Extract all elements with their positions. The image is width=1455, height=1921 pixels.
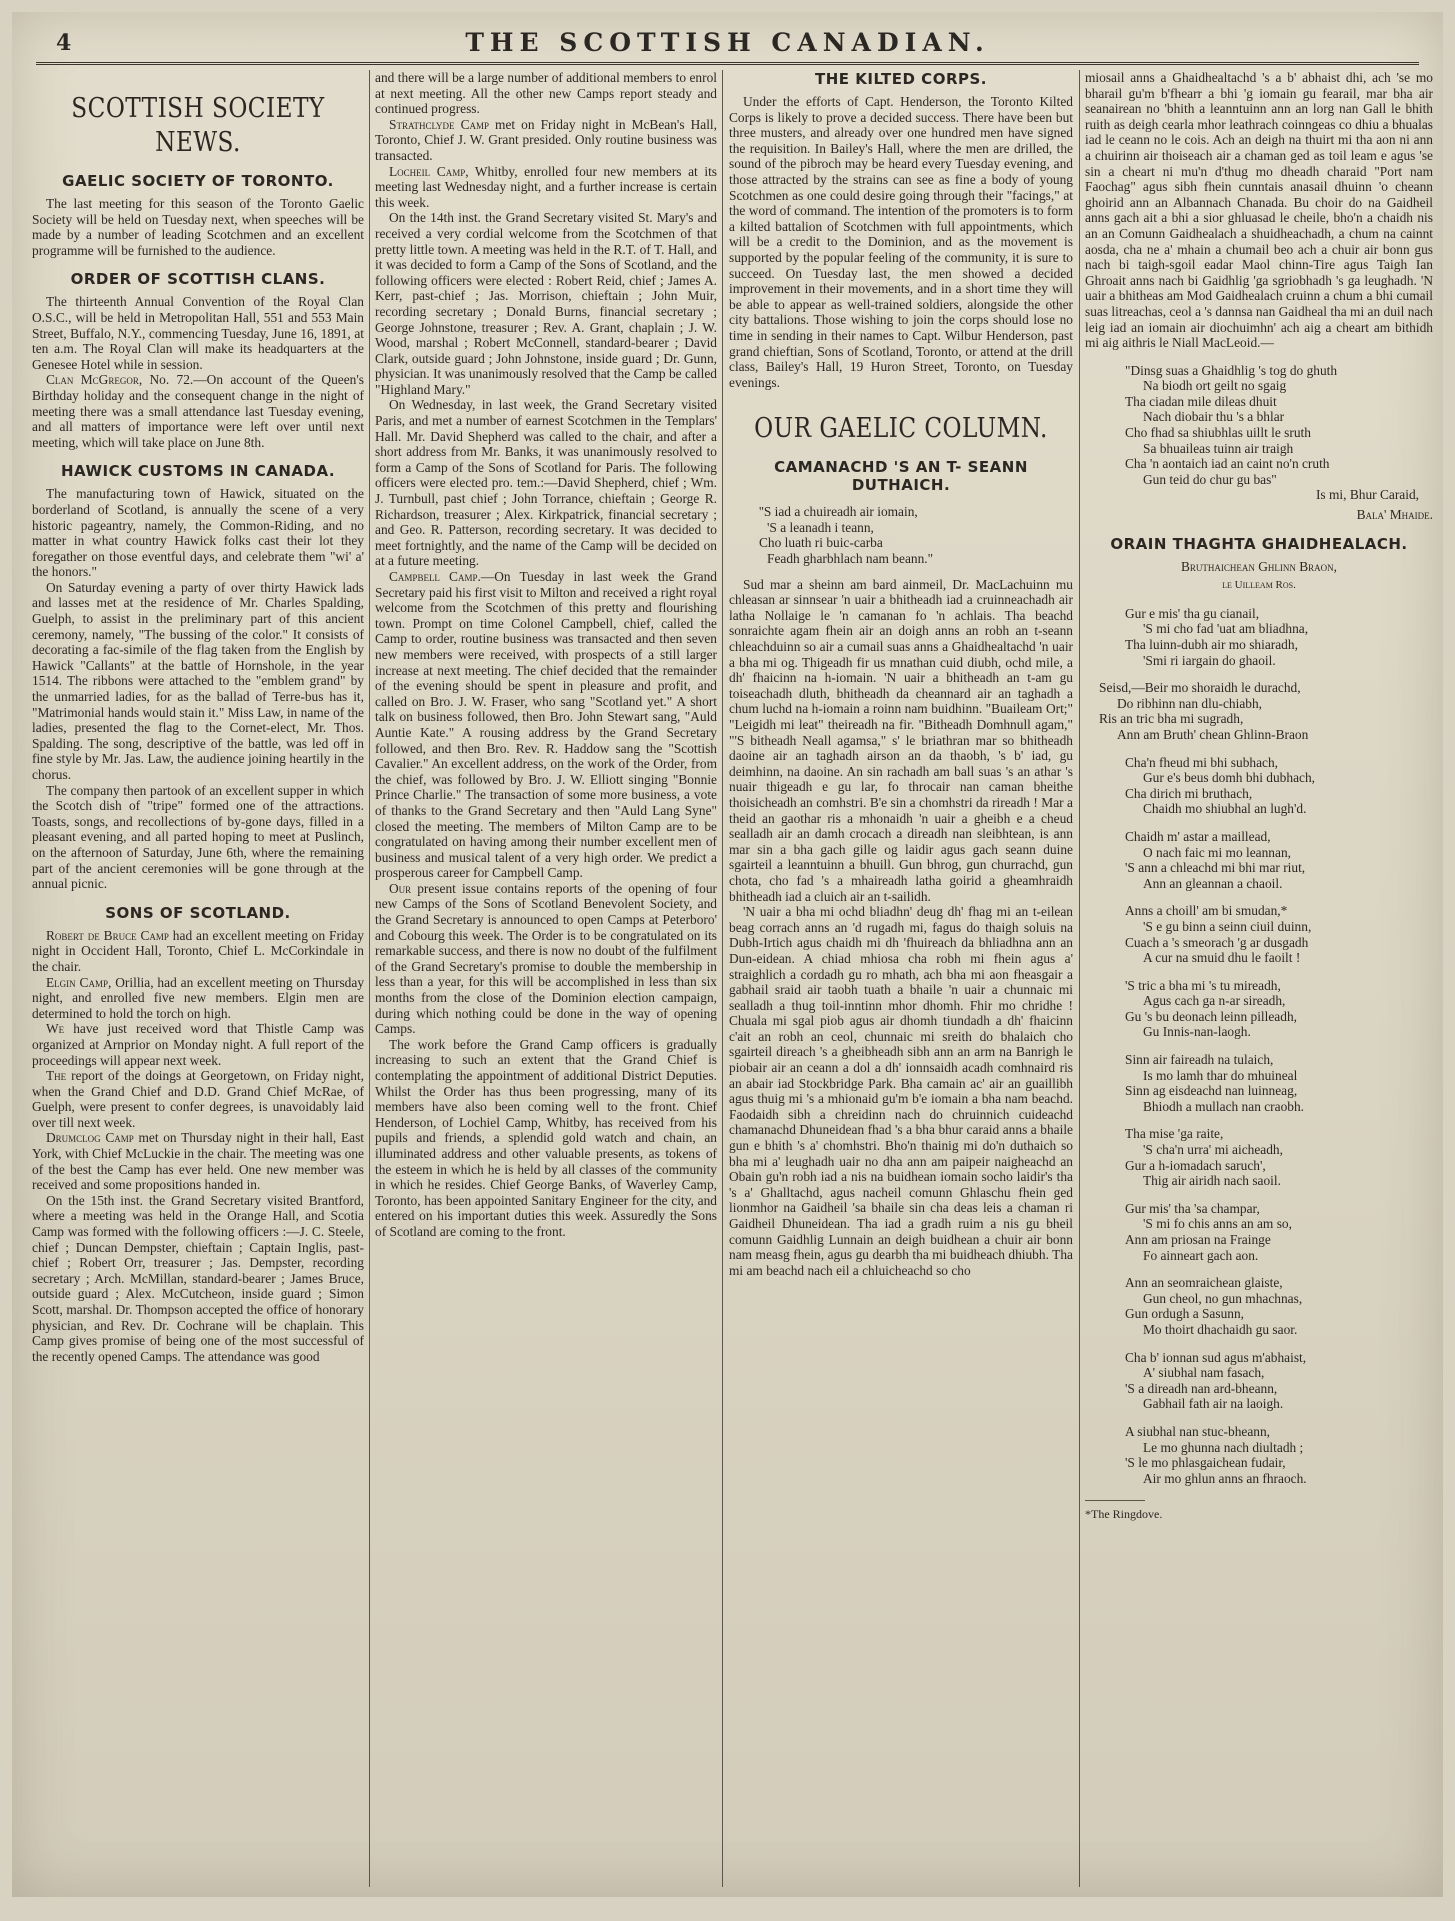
verse-line: Gur a h-iomadach saruch', xyxy=(1125,1157,1266,1173)
verse-line: Anns a choill' am bi smudan,* xyxy=(1125,903,1288,919)
paragraph-text: —On Tuesday in last week the Grand Secretary paid his first visit to Milton and received a right royal welcome from the Scotchmen of this pretty and flourishing town. Prompt on time Colonel Campbell, chief, called the Camp to order, routine business was transacted and then seven new members were received, with prospects of a still larger increase at next meeting. The chief decided that the remainder of the evening should be spent in pleasure and profit, and called on Bro. J. W. Fraser, who sang "Scotland yet." A short talk on business followed, then Bro. John Stewart sang, "Auld Auntie Kate." A rousing address by the Grand Secretary followed, and then Bro. Rev. R. Haddow sang the "Scottish Cavalier." An excellent address, on the work of the Order, from the chief, was followed by Bro. J. W. Elliott singing "Bonnie Prince Charlie." The transaction of some more business, a vote of thanks to the Grand Secretary and then "Auld Lang Syne" closed the meeting. The members of Milton Camp are to be congratulated on having among their number excellent men of business and musical talent of a very high order. We predict a prosperous career for Campbell Camp. xyxy=(375,569,717,881)
verse-line: Gu 's bu deonach leinn pilleadh, xyxy=(1125,1008,1297,1024)
paragraph-text: report of the doings at Georgetown, on Friday night, when the Grand Chief and D.D. Grand Chief McRae, of Guelph, were present to confer degrees, is unavoidably laid over till next week. xyxy=(32,1068,364,1130)
verse-line: Tha mise 'ga raite, xyxy=(1125,1126,1224,1142)
verse-line: Sinn ag eisdeachd nan luinneag, xyxy=(1125,1083,1298,1099)
paragraph: The manufacturing town of Hawick, situated on the borderland of Scotland, is annually the scene of a very historic pageantry, namely, the Common-Riding, and no matter in what country Hawick folks cast their lot they foregather on those eventful days, and celebrate them "wi' a' the honors." xyxy=(32,486,364,580)
verse-line: Ann an gleannan a chaoil. xyxy=(1143,875,1283,891)
paragraph: The last meeting for this season of the Toronto Gaelic Society will be held on Tuesday next, when speeches will be made by a number of leading Scotchmen and an excellent programme will be furnished to the audience. xyxy=(32,196,364,258)
poem-stanza xyxy=(1125,1126,1433,1188)
paragraph: and there will be a large number of additional members to enrol at next meeting. All the other new Camps report steady and continued progress. xyxy=(375,70,717,117)
article-heading: THE KILTED CORPS. xyxy=(815,70,987,88)
newspaper-title: THE SCOTTISH CANADIAN. xyxy=(465,28,990,57)
verse-line: 'S ann a chleachd mi bhi mar riut, xyxy=(1125,860,1306,876)
signoff: Is mi, Bhur Caraid, xyxy=(1315,487,1419,503)
verse-line: Ann an seomraichean glaiste, xyxy=(1125,1275,1283,1291)
column-1 xyxy=(32,70,364,1887)
paragraph-text: Whitby, enrolled four new members at its meeting last Wednesday night, and a further increase is certain this week. xyxy=(375,163,717,210)
paragraph xyxy=(375,164,717,211)
article-heading: ORAIN THAGHTA GHAIDHEALACH. xyxy=(1110,534,1408,553)
verse-line: 'Smi ri iargain do ghaoil. xyxy=(1143,652,1276,668)
verse-line: Fo ainneart gach aon. xyxy=(1143,1247,1259,1263)
verse-line: Cho fhad sa shiubhlas uillt le sruth xyxy=(1125,425,1311,441)
newspaper-page xyxy=(12,12,1443,1897)
verse xyxy=(729,504,1073,566)
verse-line: Sinn air faireadh na tulaich, xyxy=(1125,1052,1274,1068)
paragraph xyxy=(32,1130,364,1192)
verse-line: Gur e mis' tha gu cianail, xyxy=(1125,605,1260,621)
paragraph xyxy=(32,372,364,450)
verse-line: Is mo lamh thar do mhuineal xyxy=(1143,1067,1298,1083)
poem-stanza xyxy=(1125,978,1433,1040)
verse-line: Air mo ghlun anns an fhraoch. xyxy=(1143,1470,1307,1486)
paragraph xyxy=(375,117,717,164)
verse-line: Gun cheol, no gun mhachnas, xyxy=(1143,1290,1303,1306)
paragraph-text: met on Friday night in McBean's Hall, Toronto, Chief J. W. Grant presided. Only routine business was transacted. xyxy=(375,116,717,163)
section-title: OUR GAELIC COLUMN. xyxy=(754,413,1048,445)
verse-line: Gun teid do chur gu bas" xyxy=(1143,471,1277,487)
lead-in: We xyxy=(46,1021,65,1037)
section-title: SCOTTISH SOCIETY NEWS. xyxy=(71,93,325,158)
verse-line: Bhiodh a mullach nan craobh. xyxy=(1143,1098,1305,1114)
lead-in: Campbell Camp. xyxy=(389,569,481,584)
verse-line: Ann am Bruth' chean Ghlinn-Braon xyxy=(1117,726,1309,742)
verse-line: Do ribhinn nan dlu-chiabh, xyxy=(1117,695,1263,711)
article-heading: SONS OF SCOTLAND. xyxy=(105,903,291,922)
verse-line: Gu Innis-nan-laogh. xyxy=(1143,1024,1251,1040)
poem-stanza xyxy=(1099,680,1433,742)
verse-line: 'S a direadh nan ard-bheann, xyxy=(1125,1380,1278,1396)
paragraph-text: present issue contains reports of the opening of four new Camps of the Sons of Scotland Benevolent Society, and the Grand Secretary is announced to open Camps at Peterboro' and Cobourg this week. The Order is to be congratulated on its remarkable success, and there is now no doubt of the fulfilment of the Grand Secretary's promise to double the membership in less than a year, for this will be accomplished in less than six months from the close of the Dominion election campaign, during which nothing could be done in the way of opening Camps. xyxy=(375,880,717,1037)
verse-line: Chaidh m' astar a maillead, xyxy=(1125,828,1271,844)
paragraph: The thirteenth Annual Convention of the Royal Clan O.S.C., will be held in Metropolitan Hall, 551 and 553 Main Street, Buffalo, N.Y., commencing Tuesday, June 16, 1891, at ten a.m. The Royal Clan will make its headquarters at the Genesee Hotel while in session. xyxy=(32,294,364,372)
paragraph xyxy=(32,928,364,975)
column-4 xyxy=(1085,70,1433,1887)
article-heading: CAMANACHD 'S AN T- SEANN DUTHAICH. xyxy=(774,458,1028,495)
page-number: 4 xyxy=(56,30,72,56)
verse-line: 'S tric a bha mi 's tu mireadh, xyxy=(1125,977,1281,993)
verse-line: Thig air airidh nach saoil. xyxy=(1143,1173,1281,1189)
verse-line: Gur e's beus domh bhi dubhach, xyxy=(1143,770,1315,786)
paragraph-text: Orillia, had an excellent meeting on Thursday night, and enrolled five new members. Elgin men are determined to hold the torch on high. xyxy=(32,974,364,1021)
paragraph: The company then partook of an excellent supper in which the Scotch dish of "tripe" formed one of the attractions. Toasts, songs, and recollections of by-gone days, filled in a pleasant evening, and all parted hoping to meet at Puslinch, on the afternoon of Saturday, June 6th, where the remaining part of the ancient ceremonies will be gone through at the annual picnic. xyxy=(32,782,364,892)
verse-line: 'S mi fo chis anns an am so, xyxy=(1143,1216,1292,1232)
verse-line: Feadh gharbhlach nam beann." xyxy=(767,551,934,567)
paragraph: On Wednesday, in last week, the Grand Secretary visited Paris, and met a number of earnest Scotchmen in the Templars' Hall. Mr. David Shepherd was called to the chair, and after a short address from Mr. Banks, it was unanimously resolved to form a Camp of the Sons of Scotland for Paris. The following officers were elected pro. tem.:—David Shepherd, chief ; Wm. J. Turnbull, past chief ; John Torrance, chieftain ; George R. Richardson, treasurer ; Alex. Kirkpatrick, financial secretary ; and Geo. R. Patterson, recording secretary. It was decided to meet fortnightly, and the name of the Camp will be decided on at a future meeting. xyxy=(375,397,717,569)
poem-stanza xyxy=(1125,1424,1433,1486)
paragraph: Sud mar a sheinn am bard ainmeil, Dr. MacLachuinn mu chleasan ar sinnsear 'n uair a bhitheadh iad a cruinneachadh air latha Nollaige le 'n camanan fo 'n achlais. Tha beachd sonraichte agam fhein air an doigh anns an robh an t-seann chleachduinn so air a cumail suas anns a Ghaidhealtachd 'n uair a bha mi og. Thigeadh fir us mnathan cuid diubh, ochd mile, a dh' fhaicinn na h-iomain. 'N uair a bhitheadh an t-am gu toiseachadh dluth, bhitheadh da cheannard air an taghadh a chum luchd na h-iomain a roinn nam buidhinn. "Buaileam Ort;" "Leigidh mi leat" theireadh na fir. "Bitheadh Domhnull agam," "'S bitheadh Neall agamsa," s' le briathran mar so bhitheadh daoine air an taghadh airson an da thaobh, 's b' iad, gu deimhinn, na daoine. An sin rachadh am ball suas 's an athar 's nuair thigeadh e gu lar, fo throcair nan caman bheithe thoisicheadh an comhstri. B'e sin a chomhstri da rireadh ! Mar a theid an gaothar ris a mhonaidh 'n uair a gheibh e a cheud sealladh air an damh crocach a direadh nan sleibhtean, is ann mar sin a bha gach gille og laidir agus gach seann duine sgairteil a leanntuinn a bhuill. Gun bhrog, gun churrachd, gun chota, cho fad 's a mhaireadh latha goirid a gheamhraidh bhitheadh iad a cluich air an t-sailidh. xyxy=(729,576,1073,904)
paragraph: miosail anns a Ghaidhealtachd 's a b' abhaist dhi, ach 'se mo bharail gu'm b'fhearr a bhi 'g iomain gu fearail, mar bha air seanairean no 'bhith a leanntuinn ann an lorg nan Gall le bhith ruith as deigh cearla mhor leathrach coinngeas co dhiu a bhualas iad le ceann no le cois. Ach an deigh na thuirt mi tha aon ni ann a chuirinn air thoiseach air a chaman ged as toil leam e agus 'se sin a cheart ni mu'n d'thug mo dheadh charaid "Port nam Faochag" agus sibh fhein cunntais anasail dhuinn 'o cheann ghoirid ann an Albannach Chanada. Bu choir do na Gaidheil anns gach ait a bhi a sior ghluasad le cheile, bho'n a chaidh nis an an Comunn Gaidhealach a shuidheachadh, a chum na cainnt aosda, cha ne a' mhain a chumail beo ach a chuir air bonn gus nach bi taigh-sgoil eadar Maol chinn-Tire agus Taigh Ian Ghroait anns nach bi Gaidhlig 'ga sgriobhadh 's ga leughadh. 'N uair a bhitheas am Mod Gaidhealach cruinn a chum a bhi cumail suas litreachas, ceol a 's dannsa nan Gaidheal tha mi an duil nach leig iad an iomain air diochuimhn' ach aig a cheart am bithidh mi aig aithris le Niall MacLeoid.— xyxy=(1085,70,1433,351)
poem-author: le Uilleam Ros. xyxy=(1222,579,1296,592)
paragraph-text: No. 72.—On account of the Queen's Birthday holiday and the consequent change in the night of meeting there was a small attendance last Tuesday evening, and all matters of importance were left over until next meeting, which will take place on June 8th. xyxy=(32,372,364,450)
lead-in: Drumclog Camp xyxy=(46,1130,134,1146)
verse-line: 'S le mo phlasgaichean fudair, xyxy=(1125,1455,1286,1471)
poem-stanza xyxy=(1125,903,1433,965)
column-rule xyxy=(1079,70,1080,1887)
poem-stanza xyxy=(1125,1201,1433,1263)
verse-line: Sa bhuaileas tuinn air traigh xyxy=(1143,440,1294,456)
verse-line: Gabhail fath air na laoigh. xyxy=(1143,1396,1284,1412)
verse-line: "Dinsg suas a Ghaidhlig 's tog do ghuth xyxy=(1125,362,1338,378)
verse-line: Gur mis' tha 'sa champar, xyxy=(1125,1200,1260,1216)
paragraph: 'N uair a bha mi ochd bliadhn' deug dh' fhag mi an t-eilean beag corrach anns an 'd rugadh mi, fagus do thaigh soluis na Dubh-Irtich agus chaidh mi dh 'fhuireach da bhliadhna ann an Dun-eidean. A chiad mhiosa cha robh mi fhein agus a' straighlich a cordadh gu ro mhath, ach bha mi aon fheasgair a gabhail sraid air taobh tuath a bhaile 'n uair a chunnaic mi sealladh a thug toil-inntinn mhor dhomh. Fhir mo chridhe ! Chuala mi sgal piob agus air dhomh tiundadh a dh' fhaicinn c'ait an robh an ceol, chunnaic mi sreith do bhalaich cho sgairteil direach 's a gheibheadh sibh ann an arm na Banrigh le piobair air an ceann a dol a dh' ionnsaidh acadh comhnaird ris an abair iad Stockbridge Park. Bha camain ac' air an guaillibh agus thuig mi 's a mhionaid gu'm b'e iomain a bha nam beachd. Faodaidh sibh a chreidinn nach do chruinnich cuideachd chamanachd Dhuneidean fhad 's a bha bhur caraid anns a bhaile gun e bhith 's a' chomhstri. Bho'n thainig mi do'n duthaich so bha mi a' leughadh uair no dha ann am paipeir naigheachd an Obain gu'n robh iad a nis na buidhean iomain socho laidir's tha 's a' Ghalltachd, agus nacheil comunn Ghlaschu fhein ged lionmhor na Gaidheil 'sa bhaile sin cha deas leis a chaman ri Gaidheil Dhuneidean. Tha iad a gradh ruim a nis gu bheil comunn Gaidhlig Lunnain an deigh buidhean a chuir air bonn nam measg fhein, agus gu dearbh tha mi buidheach dhiubh. Tha mi am beachd nach eil a chluicheachd so cho xyxy=(729,904,1073,1278)
paragraph xyxy=(375,881,717,1037)
column-rule xyxy=(722,70,723,1887)
verse-line: Cha dirich mi bruthach, xyxy=(1125,785,1253,801)
paragraph-text: met on Thursday night in their hall, East York, with Chief McLuckie in the chair. The meeting was one of the best the Camp has ever held. One new member was received and some propositions handed in. xyxy=(32,1130,364,1193)
verse-line: Seisd,—Beir mo shoraidh le durachd, xyxy=(1099,680,1301,696)
verse-line: Nach diobair thu 's a bhlar xyxy=(1143,409,1285,425)
verse-line: ''S iad a chuireadh air iomain, xyxy=(759,504,918,520)
poem-stanza xyxy=(1125,363,1433,488)
verse-line: Cuach a 's smeorach 'g ar dusgadh xyxy=(1125,934,1309,950)
poem-stanza xyxy=(1125,606,1433,668)
verse-line: O nach faic mi mo leannan, xyxy=(1143,844,1291,860)
footnote: *The Ringdove. xyxy=(1085,1500,1145,1523)
verse-line: 'S cha'n urra' mi aicheadh, xyxy=(1143,1142,1283,1158)
paragraph-text: had an excellent meeting on Friday night in Occident Hall, Toronto, Chief L. McCorkindale in the chair. xyxy=(32,927,364,974)
paragraph xyxy=(32,1068,364,1130)
article-heading: GAELIC SOCIETY OF TORONTO. xyxy=(62,172,334,190)
verse-line: A siubhal nan stuc-bheann, xyxy=(1125,1423,1271,1439)
paragraph xyxy=(32,1021,364,1068)
paragraph: The work before the Grand Camp officers is gradually increasing to such an extent that the Grand Chief is contemplating the appointment of additional District Deputies. Whilst the Order has thus been progressing, many of its members have also been coming well to the front. Chief Henderson, of Lochiel Camp, Whitby, has received from his pupils and friends, a splendid gold watch and chain, an illuminated address and other valuable presents, as tokens of the esteem in which he is held by all classes of the community in which he resides. Chief George Banks, of Waverley Camp, Toronto, has been appointed Sanitary Engineer for the city, and entered on his important duties this week. Assuredly the Sons of Scotland are coming to the front. xyxy=(375,1036,717,1239)
verse-line: Gun ordugh a Sasunn, xyxy=(1125,1306,1245,1322)
verse-line: Ann am priosan na Frainge xyxy=(1125,1232,1271,1247)
poem-stanza xyxy=(1125,1275,1433,1337)
poem-stanza xyxy=(1125,829,1433,891)
verse-line: A cur na smuid dhu le faoilt ! xyxy=(1143,950,1301,966)
verse-line: Cha'n fheud mi bhi subhach, xyxy=(1125,754,1279,770)
article-heading: ORDER OF SCOTTISH CLANS. xyxy=(70,270,326,289)
lead-in: Elgin Camp, xyxy=(46,974,112,990)
verse-line: Mo thoirt dhachaidh gu saor. xyxy=(1143,1321,1298,1337)
lead-in: Locheil Camp, xyxy=(389,163,469,179)
poem-stanza xyxy=(1125,755,1433,817)
paragraph: On the 14th inst. the Grand Secretary visited St. Mary's and received a very cordial welcome from the Scotchmen of that pretty little town. A meeting was held in the R.T. of T. Hall, and it was decided to form a Camp of the Sons of Scotland, and the following officers were elected : Robert Reid, chief ; James A. Kerr, past-chief ; Jas. Morrison, chieftain ; John Muir, recording secretary ; Donald Burns, financial secretary ; George Johnstone, treasurer ; Rev. A. Grant, chaplain ; J. W. Wood, marshal ; Robert McConnell, standard-bearer ; David Clark, outside guard ; John Johnstone, inside guard ; Dr. Gunn, physician. It was unanimously resolved that the Camp be called "Highland Mary." xyxy=(375,210,717,397)
verse-line: 'S mi cho fad 'uat am bliadhna, xyxy=(1143,621,1309,637)
lead-in: The xyxy=(46,1068,67,1084)
poem-title: Bruthaichean Ghlinn Braon, xyxy=(1180,558,1338,574)
masthead xyxy=(36,26,1419,65)
paragraph xyxy=(32,975,364,1022)
verse-line: A' siubhal nam fasach, xyxy=(1143,1365,1265,1381)
verse-line: Tha luinn-dubh air mo shiaradh, xyxy=(1125,637,1298,652)
column-2 xyxy=(375,70,717,1887)
paragraph xyxy=(375,569,717,881)
lead-in: Our xyxy=(389,880,412,896)
lead-in: Clan McGregor, xyxy=(46,372,143,388)
verse-line: 'S e gu binn a seinn ciuil duinn, xyxy=(1143,918,1312,934)
verse-line: Agus cach ga n-ar sireadh, xyxy=(1143,993,1286,1009)
poem-stanza xyxy=(1125,1350,1433,1412)
verse-line: Chaidh mo shiubhal an lugh'd. xyxy=(1143,801,1307,817)
paragraph: Under the efforts of Capt. Henderson, the Toronto Kilted Corps is likely to prove a decided success. There have been but three musters, and already over one hundred men have signed the requisition. In Bailey's Hall, where the men are drilled, the sound of the pibroch may be heard every Tuesday evening, and those attracted by the strains can see as fine a body of young Scotchmen as one could desire going through their "facings," at the word of command. The intention of the promoters is to form a kilted battalion of Scotchmen with full appointments, which will be a credit to the Dominion, and as the movement is supported by the popular feeling of the community, it is sure to succeed. On Tuesday last, the men showed a decided improvement in their movements, and in a short time they will be able to appear as well-trained soldiers, alongside the other city battalions. Those wishing to join the corps should lose no time in sending in their names to Capt. Wilbur Henderson, past grand chieftian, Sons of Scotland, Toronto, or attend at the drill class, Bailey's Hall, 19 Huron Street, Toronto, on Tuesday evenings. xyxy=(729,94,1073,390)
column-rule xyxy=(369,70,370,1887)
poem-body xyxy=(1085,606,1433,1487)
verse-line: Na biodh ort geilt no sgaig xyxy=(1143,378,1287,394)
verse-line: Ris an tric bha mi sugradh, xyxy=(1099,711,1244,727)
column-3 xyxy=(729,70,1073,1887)
verse-line: Cha b' ionnan sud agus m'abhaist, xyxy=(1125,1349,1307,1365)
lead-in: Strathclyde Camp xyxy=(389,116,490,132)
signature: Bala' Mhaide. xyxy=(1356,507,1433,523)
verse-line: Cho luath ri buic-carba xyxy=(759,535,883,551)
verse-line: Le mo ghunna nach diultadh ; xyxy=(1143,1439,1304,1455)
paragraph: On Saturday evening a party of over thirty Hawick lads and lasses met at the residence of Mr. Charles Spalding, Guelph, to assist in the preliminary part of this ancient ceremony, namely, "The bussing of the color." It consists of decorating a fac-simile of the flag taken from the English by Hawick "Callants" at the battle of Hornshole, in the year 1514. The ribbons were attached to the "emblem grand" by the unmarried ladies, for as the ballad of Terre-bus has it, "Matrimonial hands would stain it." Miss Law, in name of the ladies, presented the flag to the Cornet-elect, Mr. Thos. Spalding. The song, descriptive of the battle, was led off in fine style by Mr. Jas. Law, the audience joining heartily in the chorus. xyxy=(32,579,364,782)
paragraph-text: have just received word that Thistle Camp was organized at Arnprior on Monday night. A full report of the proceedings will appear next week. xyxy=(32,1021,364,1068)
poem-stanza xyxy=(1125,1052,1433,1114)
paragraph: On the 15th inst. the Grand Secretary visited Brantford, where a meeting was held in the Orange Hall, and Scotia Camp was formed with the following officers :—J. C. Steele, chief ; Duncan Dempster, chieftain ; Captain Inglis, past-chief ; Robert Orr, treasurer ; Jas. Dempster, recording secretary ; Arch. McMillan, standard-bearer ; James Bruce, outside guard ; Alex. McCutcheon, inside guard ; Simon Scott, marshal. Dr. Thompson accepted the office of honorary physician, and Rev. Dr. Cochrane will be chaplain. This Camp gives promise of being one of the most successful of the recently opened Camps. The attendance was good xyxy=(32,1192,364,1364)
verse-line: 'S a leanadh i teann, xyxy=(767,519,874,535)
verse-line: Cha 'n aontaich iad an caint no'n cruth xyxy=(1125,456,1330,472)
article-heading: HAWICK CUSTOMS IN CANADA. xyxy=(60,462,336,481)
verse-line: Tha ciadan mile dileas dhuit xyxy=(1125,393,1277,409)
lead-in: Robert de Bruce Camp xyxy=(46,927,169,943)
